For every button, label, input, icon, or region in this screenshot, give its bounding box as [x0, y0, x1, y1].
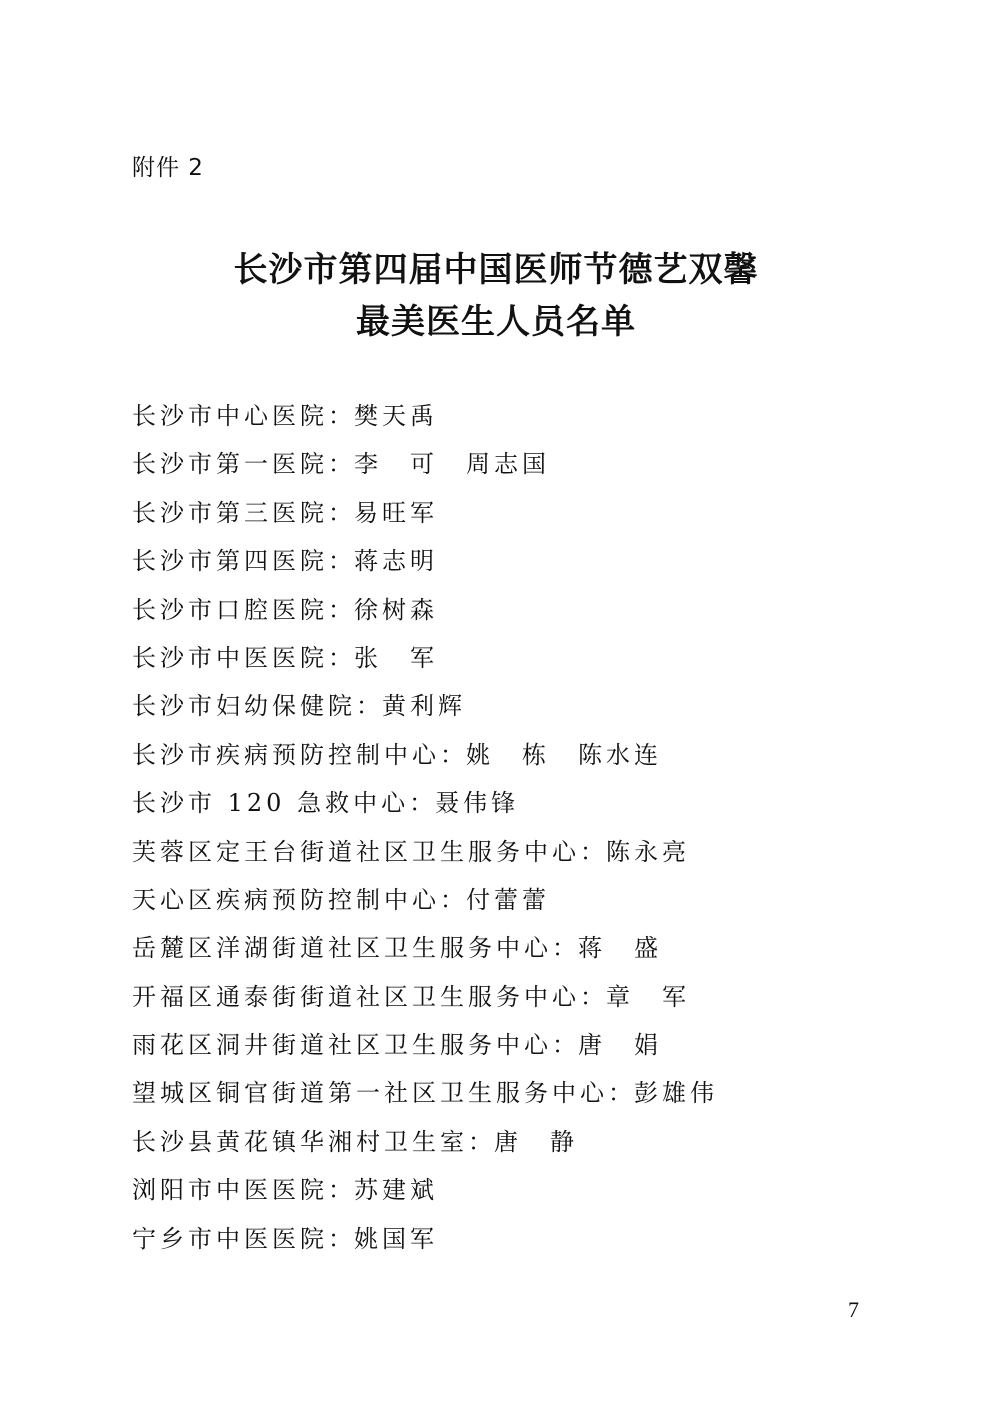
- award-list: [132, 392, 718, 1263]
- list-item: [132, 634, 718, 682]
- doctor-names: 黄利辉: [382, 692, 466, 721]
- separator-colon: ：: [328, 1224, 352, 1253]
- separator-colon: ：: [328, 643, 352, 672]
- institution-name: 长沙市疾病预防控制中心: [132, 740, 440, 769]
- doctor-names: 章 军: [606, 982, 690, 1011]
- institution-name: 宁乡市中医医院: [132, 1224, 328, 1253]
- institution-name: 长沙市中医医院: [132, 643, 328, 672]
- document-title-line-1: 长沙市第四届中国医师节德艺双馨: [233, 250, 759, 290]
- doctor-names: 彭雄伟: [634, 1079, 718, 1108]
- institution-name: 雨花区洞井街道社区卫生服务中心: [132, 1031, 552, 1060]
- separator-colon: ：: [608, 1079, 632, 1108]
- doctor-names: 唐 娟: [578, 1031, 662, 1060]
- separator-colon: ：: [552, 934, 576, 963]
- list-item: [132, 1118, 718, 1166]
- institution-name: 长沙市口腔医院: [132, 595, 328, 624]
- list-item: [132, 973, 718, 1021]
- separator-colon: ：: [468, 1127, 492, 1156]
- list-item: [132, 440, 718, 488]
- doctor-names: 樊天禹: [354, 402, 438, 430]
- list-item: [132, 537, 718, 585]
- doctor-names: 张 军: [354, 643, 438, 672]
- institution-name: 天心区疾病预防控制中心: [132, 885, 440, 914]
- doctor-names: 姚 栋 陈水连: [466, 740, 662, 769]
- doctor-names: 徐树森: [354, 595, 438, 624]
- institution-name: 开福区通泰街街道社区卫生服务中心: [132, 982, 580, 1011]
- document-title-line-2: 最美医生人员名单: [356, 302, 636, 342]
- institution-name: 长沙市妇幼保健院: [132, 692, 356, 721]
- list-item: [132, 828, 718, 876]
- separator-colon: ：: [328, 498, 352, 527]
- list-item: [132, 489, 718, 537]
- institution-name: 长沙市中心医院: [132, 402, 328, 430]
- separator-colon: ：: [440, 885, 464, 914]
- institution-name: 长沙市 120 急救中心: [132, 789, 410, 818]
- separator-colon: ：: [328, 1176, 352, 1205]
- doctor-names: 苏建斌: [354, 1176, 438, 1205]
- doctor-names: 李 可 周志国: [354, 450, 550, 479]
- doctor-names: 易旺军: [354, 498, 438, 527]
- list-item: [132, 1021, 718, 1069]
- list-item: [132, 682, 718, 730]
- separator-colon: ：: [328, 450, 352, 479]
- doctor-names: 蒋 盛: [578, 934, 662, 963]
- institution-name: 长沙市第三医院: [132, 498, 328, 527]
- separator-colon: ：: [580, 837, 604, 866]
- attachment-label: 附件 2: [132, 155, 204, 181]
- institution-name: 芙蓉区定王台街道社区卫生服务中心: [132, 837, 580, 866]
- list-item: [132, 876, 718, 924]
- doctor-names: 唐 静: [494, 1127, 578, 1156]
- doctor-names: 陈永亮: [606, 837, 690, 866]
- separator-colon: ：: [409, 789, 434, 818]
- list-item: [132, 1166, 718, 1214]
- separator-colon: ：: [328, 402, 352, 430]
- list-item: [132, 779, 718, 827]
- list-item: [132, 586, 718, 634]
- separator-colon: ：: [328, 595, 352, 624]
- separator-colon: ：: [440, 740, 464, 769]
- separator-colon: ：: [580, 982, 604, 1011]
- institution-name: 长沙县黄花镇华湘村卫生室: [132, 1127, 468, 1156]
- institution-name: 长沙市第一医院: [132, 450, 328, 479]
- list-item: [132, 924, 718, 972]
- page-number: 7: [848, 1297, 859, 1322]
- list-item: [132, 392, 718, 440]
- doctor-names: 蒋志明: [354, 547, 438, 576]
- doctor-names: 聂伟锋: [435, 789, 520, 818]
- institution-name: 长沙市第四医院: [132, 547, 328, 576]
- list-item: [132, 1215, 718, 1263]
- doctor-names: 付蕾蕾: [466, 885, 550, 914]
- list-item: [132, 731, 718, 779]
- separator-colon: ：: [356, 692, 380, 721]
- institution-name: 岳麓区洋湖街道社区卫生服务中心: [132, 934, 552, 963]
- list-item: [132, 1069, 718, 1117]
- separator-colon: ：: [552, 1031, 576, 1060]
- doctor-names: 姚国军: [354, 1224, 438, 1253]
- separator-colon: ：: [328, 547, 352, 576]
- institution-name: 望城区铜官街道第一社区卫生服务中心: [132, 1079, 608, 1108]
- institution-name: 浏阳市中医医院: [132, 1176, 328, 1205]
